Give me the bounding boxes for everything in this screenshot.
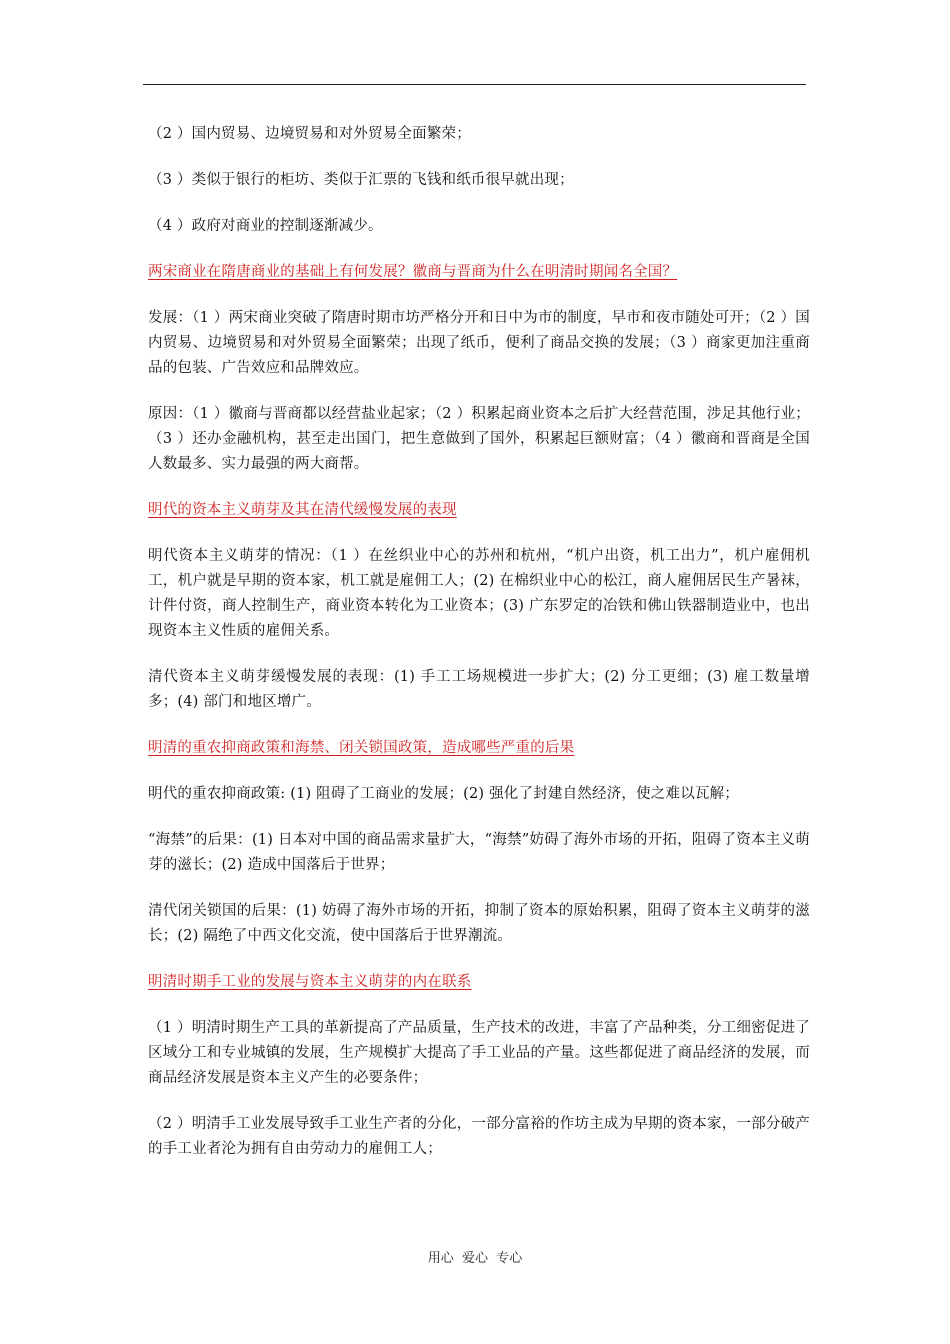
paragraph: （1 ）明清时期生产工具的革新提高了产品质量，生产技术的改进，丰富了产品种类，分工细密促进了区域分工和专业城镇的发展，生产规模扩大提高了手工业品的产量。这些都促进了商品经济的发展，而商品经济发展是资本主义产生的必要条件； xyxy=(148,1020,810,1086)
header-rule xyxy=(143,84,806,85)
section-heading: 两宋商业在隋唐商业的基础上有何发展？徽商与晋商为什么在明清时期闻名全国？ xyxy=(148,264,678,280)
paragraph: 清代资本主义萌芽缓慢发展的表现：(1) 手工工场规模进一步扩大；(2) 分工更细；(3) 雇工数量增多；(4) 部门和地区增广。 xyxy=(148,669,810,710)
section-heading: 明代的资本主义萌芽及其在清代缓慢发展的表现 xyxy=(148,502,457,518)
paragraph: （3 ）类似于银行的柜坊、类似于汇票的飞钱和纸币很早就出现； xyxy=(148,172,574,188)
paragraph: （4 ）政府对商业的控制逐渐减少。 xyxy=(148,218,383,234)
section-heading: 明清时期手工业的发展与资本主义萌芽的内在联系 xyxy=(148,974,472,990)
page-footer: 用心 爱心 专心 xyxy=(427,1251,523,1266)
paragraph: “海禁”的后果：(1) 日本对中国的商品需求量扩大，“海禁”妨碍了海外市场的开拓，阻碍了资本主义萌芽的滋长；(2) 造成中国落后于世界； xyxy=(148,832,810,873)
document-body xyxy=(148,122,810,1162)
paragraph: （2 ）明清手工业发展导致手工业生产者的分化，一部分富裕的作坊主成为早期的资本家，一部分破产的手工业者沦为拥有自由劳动力的雇佣工人； xyxy=(148,1116,810,1157)
paragraph: 原因：（1 ）徽商与晋商都以经营盐业起家；（2 ）积累起商业资本之后扩大经营范围，涉足其他行业；（3 ）还办金融机构，甚至走出国门，把生意做到了国外，积累起巨额财富；（4 ）徽商和晋商是全国人数最多、实力最强的两大商帮。 xyxy=(148,406,810,472)
section-heading: 明清的重农抑商政策和海禁、闭关锁国政策，造成哪些严重的后果 xyxy=(148,740,575,756)
paragraph: （2 ）国内贸易、边境贸易和对外贸易全面繁荣； xyxy=(148,126,471,142)
paragraph: 发展：（1 ）两宋商业突破了隋唐时期市坊严格分开和日中为市的制度，早市和夜市随处可开；（2 ）国内贸易、边境贸易和对外贸易全面繁荣；出现了纸币，便利了商品交换的发展；（3 ）商家更加注重商品的包装、广告效应和品牌效应。 xyxy=(148,310,810,376)
paragraph: 明代资本主义萌芽的情况：（1 ）在丝织业中心的苏州和杭州，“机户出资，机工出力”，机户雇佣机工，机户就是早期的资本家，机工就是雇佣工人；(2) 在棉织业中心的松江，商人雇佣居民生产暑袜，计件付资，商人控制生产，商业资本转化为工业资本；(3) 广东罗定的冶铁和佛山铁器制造业中，也出现资本主义性质的雇佣关系。 xyxy=(148,548,810,639)
paragraph: 明代的重农抑商政策: (1) 阻碍了工商业的发展；(2) 强化了封建自然经济，使之难以瓦解； xyxy=(148,786,739,802)
paragraph: 清代闭关锁国的后果：(1) 妨碍了海外市场的开拓，抑制了资本的原始积累，阻碍了资本主义萌芽的滋长；(2) 隔绝了中西文化交流，使中国落后于世界潮流。 xyxy=(148,903,810,944)
